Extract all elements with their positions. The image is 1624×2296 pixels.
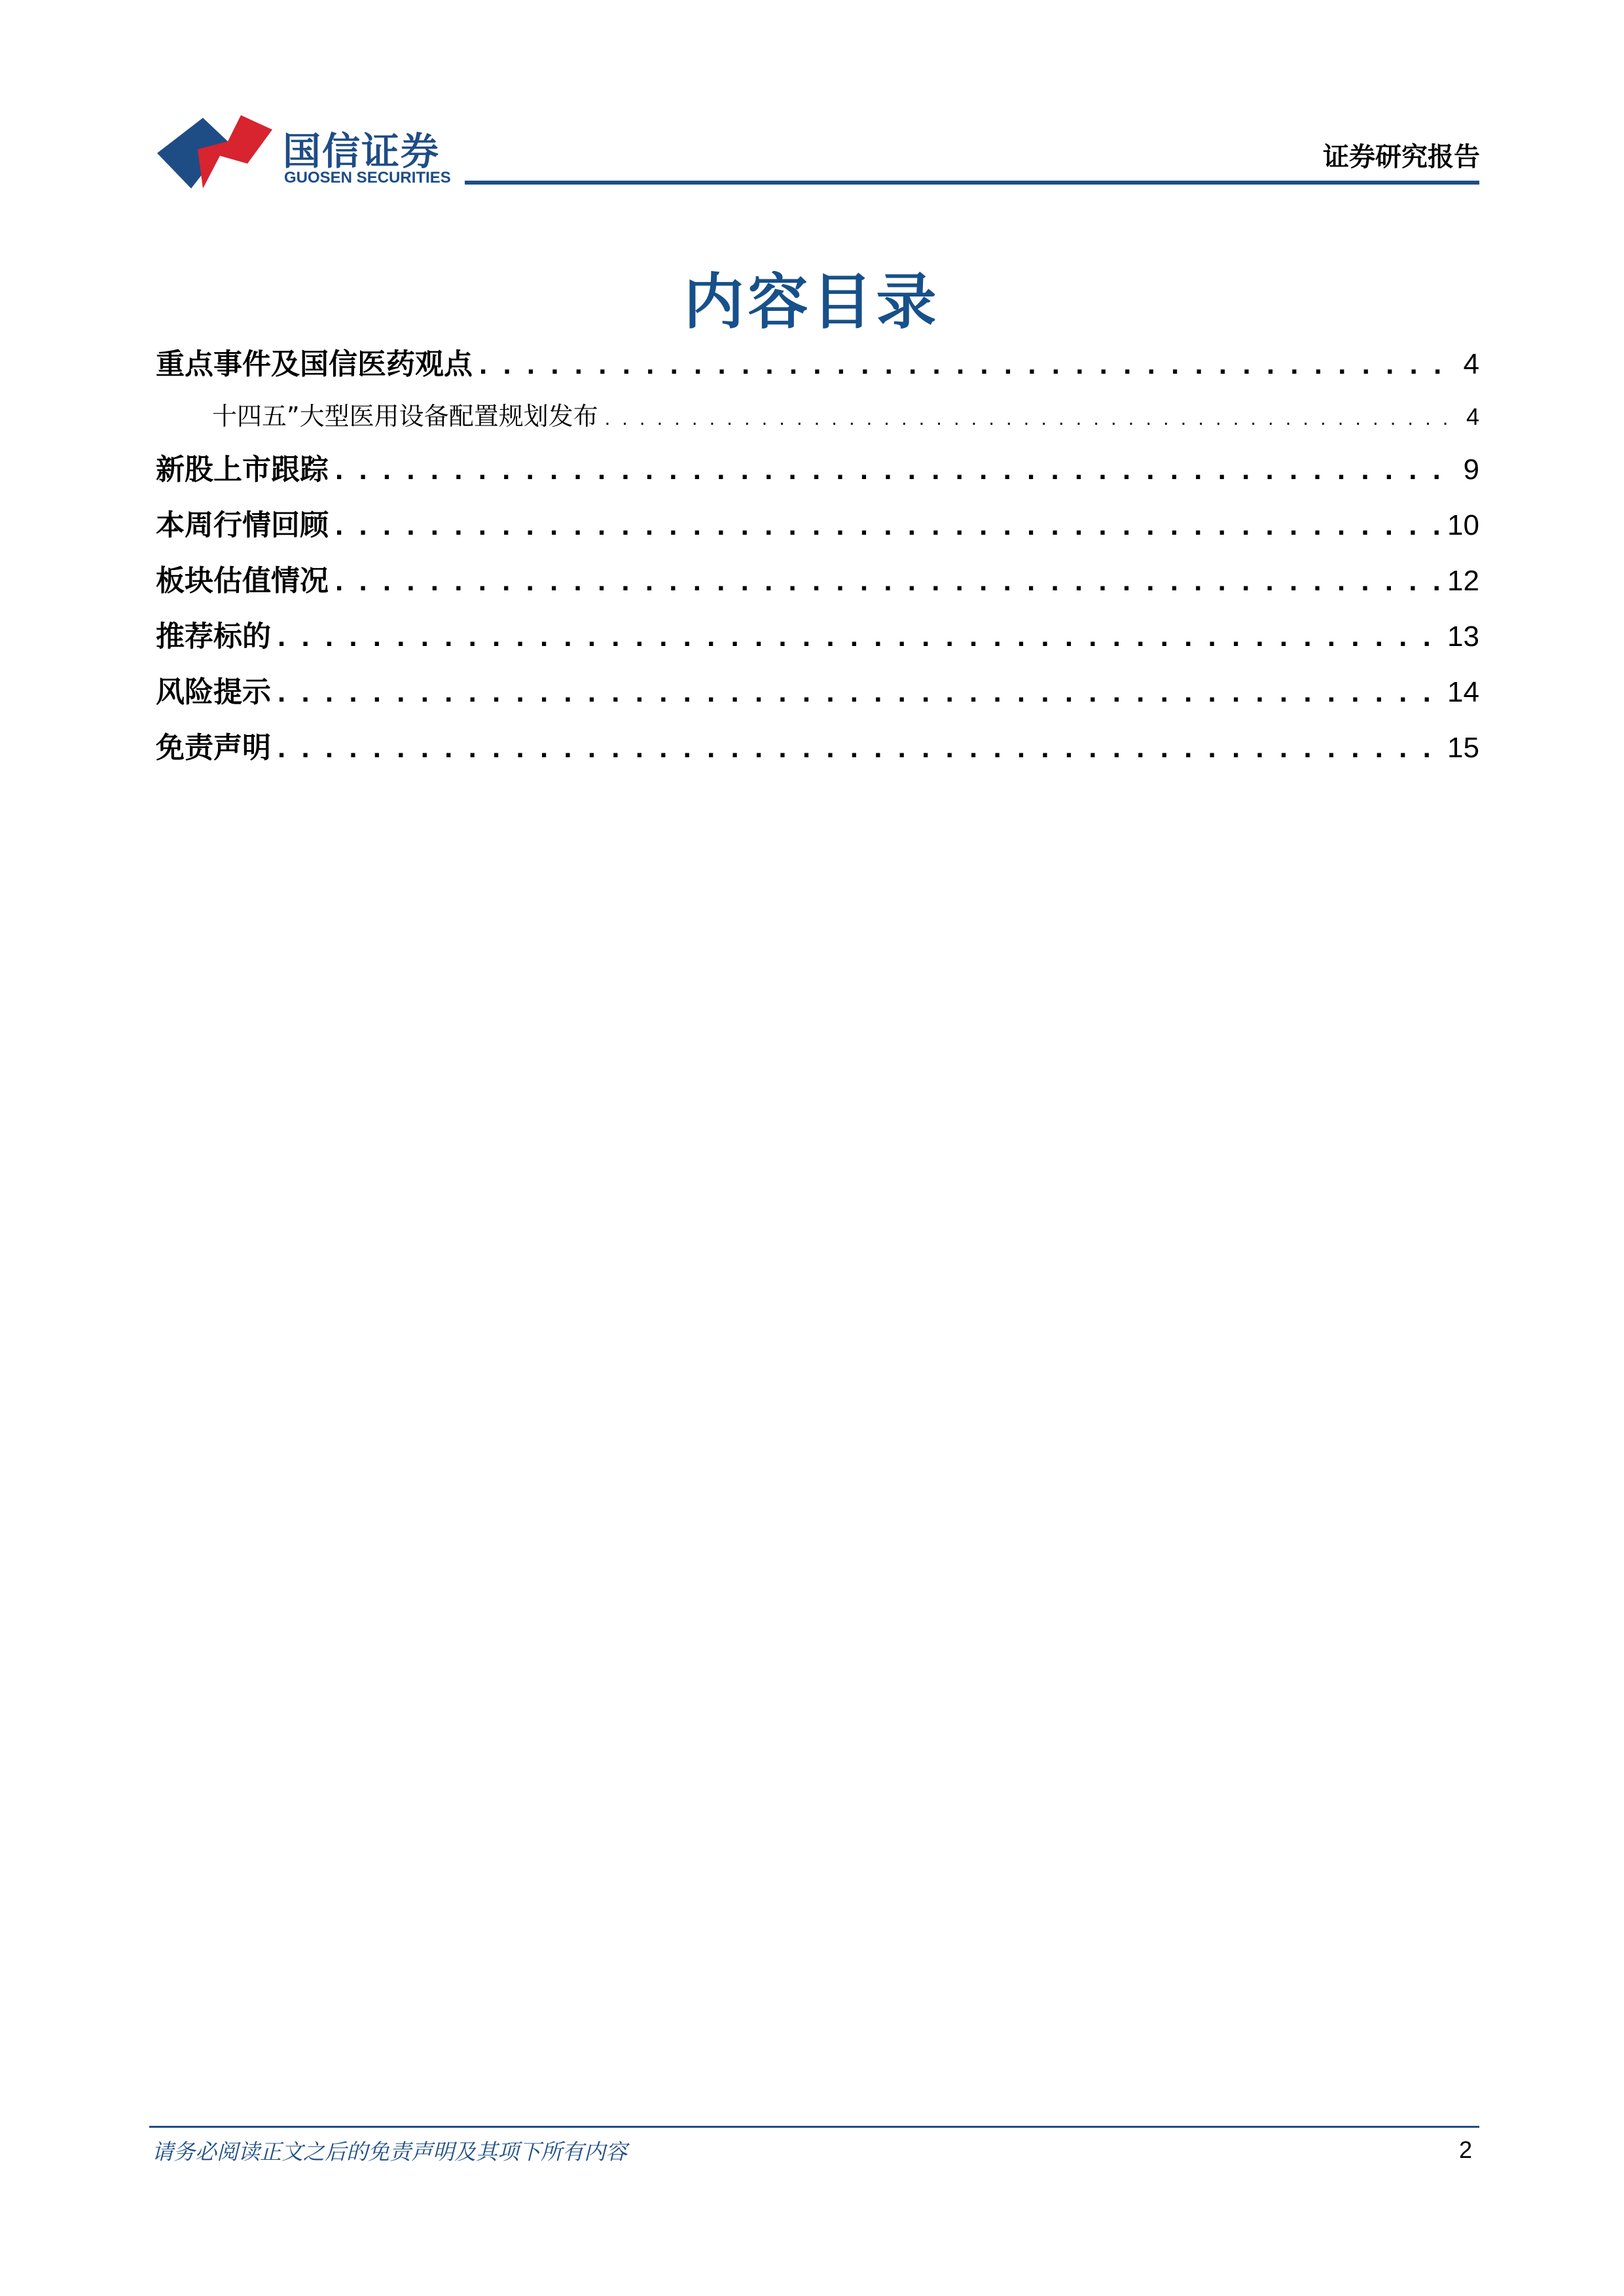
toc-entry[interactable] <box>156 613 1479 668</box>
guosen-logo-icon <box>157 115 275 192</box>
toc-entry-page: 14 <box>1447 676 1479 708</box>
toc-entry-title: 免责声明 <box>156 731 271 764</box>
toc-entry[interactable] <box>156 340 1479 396</box>
table-of-contents <box>156 340 1479 780</box>
toc-entry-page: 12 <box>1447 565 1479 597</box>
toc-entry-title: 十四五”大型医用设备配置规划发布 <box>212 402 598 431</box>
toc-entry-title: 推荐标的 <box>156 620 271 653</box>
toc-entry-page: 4 <box>1466 403 1479 430</box>
toc-leader-dots <box>335 454 1457 486</box>
toc-entry-page: 4 <box>1463 348 1479 380</box>
logo-english-name: GUOSEN SECURITIES <box>284 169 451 187</box>
toc-entry-title: 重点事件及国信医药观点 <box>156 348 473 381</box>
toc-leader-dots <box>278 676 1441 709</box>
toc-leader-dots <box>605 408 1460 430</box>
toc-entry[interactable] <box>156 557 1479 613</box>
toc-leader-dots <box>278 620 1441 653</box>
toc-subentry[interactable] <box>156 396 1479 446</box>
logo-chinese-name: 国信证券 <box>283 129 441 173</box>
toc-leader-dots <box>278 732 1441 764</box>
toc-entry[interactable] <box>156 501 1479 557</box>
toc-leader-dots <box>479 348 1457 381</box>
toc-entry[interactable] <box>156 724 1479 780</box>
toc-entry-page: 10 <box>1447 509 1479 541</box>
toc-leader-dots <box>335 565 1441 598</box>
toc-entry-title: 新股上市跟踪 <box>156 453 329 486</box>
page-title: 内容目录 <box>683 267 941 337</box>
page-number: 2 <box>1458 2136 1472 2163</box>
report-type-label: 证券研究报告 <box>1323 142 1480 172</box>
header-divider <box>465 181 1479 185</box>
toc-entry-title: 板块估值情况 <box>156 564 329 598</box>
toc-entry-page: 15 <box>1447 732 1479 764</box>
toc-entry-page: 9 <box>1463 454 1479 486</box>
company-logo <box>157 115 451 192</box>
toc-entry[interactable] <box>156 446 1479 501</box>
toc-entry-page: 13 <box>1447 620 1479 653</box>
toc-entry-title: 风险提示 <box>156 675 271 709</box>
footer-divider <box>149 2126 1479 2128</box>
footer-disclaimer: 请务必阅读正文之后的免责声明及其项下所有内容 <box>152 2139 627 2164</box>
toc-entry-title: 本周行情回顾 <box>156 509 329 542</box>
toc-entry[interactable] <box>156 668 1479 724</box>
toc-leader-dots <box>335 509 1441 542</box>
